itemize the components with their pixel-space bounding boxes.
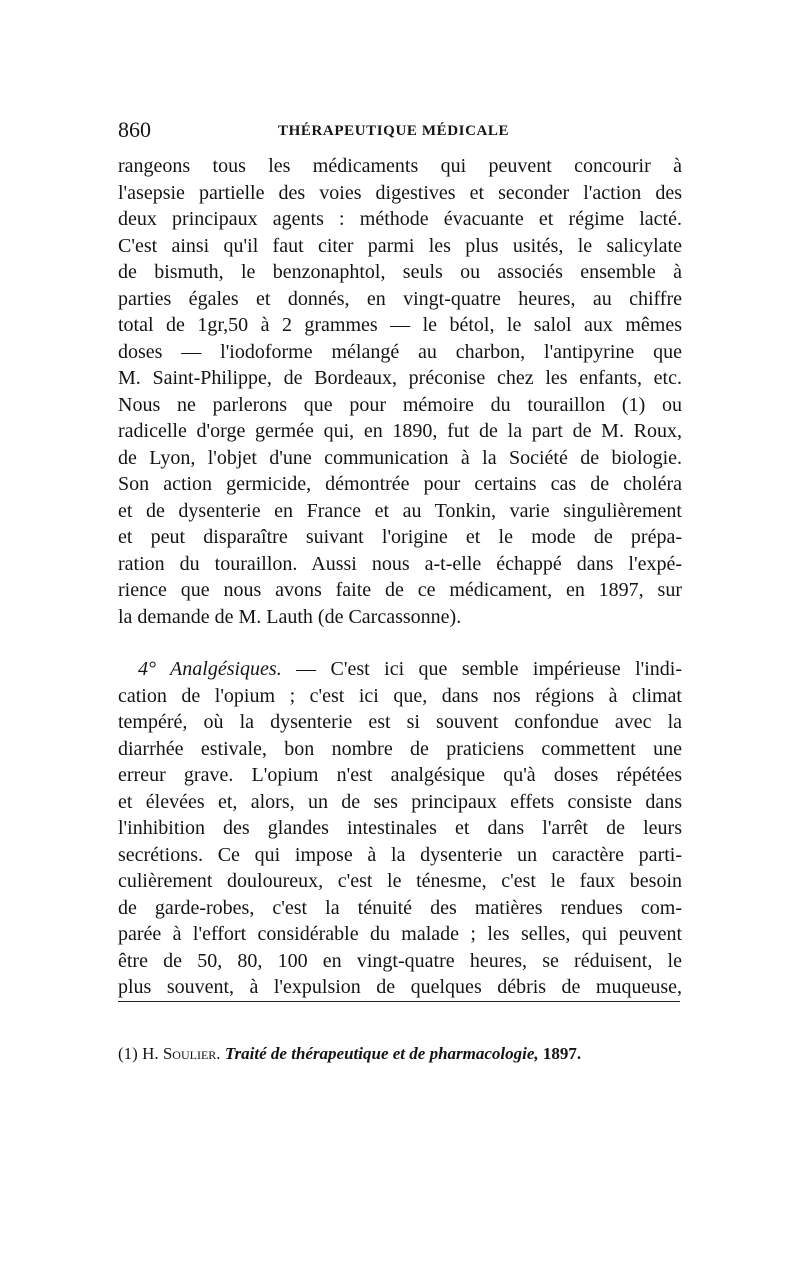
text-line: Nous ne parlerons que pour mémoire du touraillon (1) ou	[118, 393, 682, 416]
paragraph-2	[118, 656, 682, 1001]
page-header	[118, 117, 682, 143]
text-line: rience que nous avons faite de ce médicament, en 1897, sur	[118, 579, 682, 601]
text-line: radicelle d'orge germée qui, en 1890, fut de la part de M. Roux,	[118, 420, 682, 442]
footnote-year: 1897.	[538, 1044, 582, 1063]
text-line: Son action germicide, démontrée pour certains cas de choléra	[118, 473, 682, 495]
text-line: plus souvent, à l'expulsion de quelques débris de muqueuse,	[118, 976, 682, 998]
text-line: M. Saint-Philippe, de Bordeaux, préconise chez les enfants, etc.	[118, 367, 682, 389]
text-line: être de 50, 80, 100 en vingt-quatre heures, se réduisent, le	[118, 949, 682, 972]
text-line: parties égales et donnés, en vingt-quatre heures, au chiffre	[118, 287, 682, 310]
text-line: doses — l'iodoforme mélangé au charbon, l'antipyrine que	[118, 340, 682, 363]
section-first-line	[118, 656, 682, 683]
running-title: THÉRAPEUTIQUE MÉDICALE	[278, 123, 510, 139]
text-line: de Lyon, l'objet d'une communication à la Société de biologie.	[118, 446, 682, 469]
footnote-marker: (1)	[118, 1044, 143, 1063]
text-line: la demande de M. Lauth (de Carcassonne).	[118, 605, 462, 628]
text-line: C'est ainsi qu'il faut citer parmi les plus usités, le salicylate	[118, 234, 682, 257]
text-line: l'inhibition des glandes intestinales et dans l'arrêt de leurs	[118, 817, 682, 839]
text-line: et de dysenterie en France et au Tonkin, varie singulièrement	[118, 499, 682, 522]
body-text	[118, 153, 682, 1001]
text-line: tempéré, où la dysenterie est si souvent confondue avec la	[118, 711, 682, 733]
text-line: et élevées et, alors, un de ses principaux effets consiste dans	[118, 790, 682, 813]
text-line: erreur grave. L'opium n'est analgésique qu'à doses répétées	[118, 764, 682, 786]
footnote	[118, 1043, 682, 1065]
text-line: de garde-robes, c'est la ténuité des matières rendues com-	[118, 896, 682, 919]
text-line: parée à l'effort considérable du malade ; les selles, qui peuvent	[118, 923, 682, 945]
text-line: rangeons tous les médicaments qui peuvent concourir à	[118, 155, 682, 177]
text-line: ration du touraillon. Aussi nous a-t-elle échappé dans l'expé-	[118, 552, 682, 575]
paragraph-1	[118, 153, 682, 630]
section-first-line-text: — C'est ici que semble impérieuse l'indi-	[281, 658, 682, 680]
text-line: secrétions. Ce qui impose à la dysenterie un caractère parti-	[118, 843, 682, 866]
page-number: 860	[118, 117, 151, 142]
text-line: cation de l'opium ; c'est ici que, dans nos régions à climat	[118, 684, 682, 707]
footnote-author: H. Soulier.	[142, 1044, 221, 1063]
footnote-title: Traité de thérapeutique et de pharmacologie,	[224, 1044, 539, 1063]
paragraph-gap	[118, 630, 682, 656]
text-line: diarrhée estivale, bon nombre de praticiens commettent une	[118, 737, 682, 760]
text-line: culièrement douloureux, c'est le ténesme, c'est le faux besoin	[118, 870, 682, 892]
text-line: et peut disparaître suivant l'origine et le mode de prépa-	[118, 526, 682, 548]
text-line: total de 1gr,50 à 2 grammes — le bétol, le salol aux mêmes	[118, 314, 682, 336]
text-line: l'asepsie partielle des voies digestives et seconder l'action des	[118, 181, 682, 204]
text-line: deux principaux agents : méthode évacuante et régime lacté.	[118, 208, 682, 230]
section-heading: 4° Analgésiques.	[138, 658, 282, 680]
footnote-divider	[118, 1001, 680, 1002]
text-line: de bismuth, le benzonaphtol, seuls ou associés ensemble à	[118, 261, 682, 283]
